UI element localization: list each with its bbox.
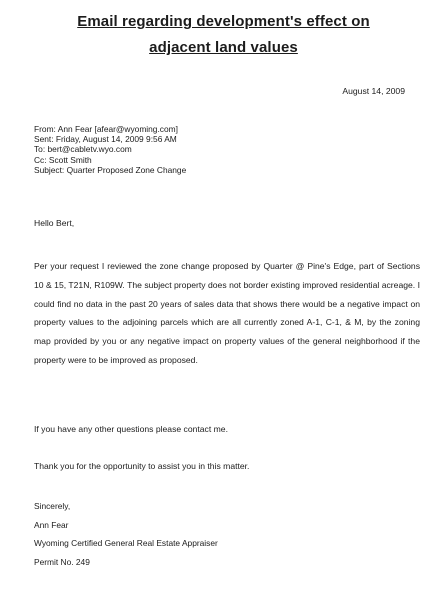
header-from: From: Ann Fear [afear@wyoming.com] — [34, 124, 178, 134]
greeting: Hello Bert, — [34, 218, 75, 228]
document-title-line-1: Email regarding development's effect on — [77, 13, 370, 30]
signature-name: Ann Fear — [34, 519, 69, 530]
questions-line: If you have any other questions please contact me. — [34, 424, 228, 434]
main-paragraph: Per your request I reviewed the zone change proposed by Quarter @ Pine's Edge, part of Sections 10 & 15, T21N, R109W. The subject property does not border existing improved residential acreage. I could find no data in the past 20 years of sales data that shows there would be a negative impact on property values to the adjoining parcels which are all currently zoned A-1, C-1, & M, by the zoning map provided by you or any negative impact on property values of the general neighborhood if the property were to be improved as proposed. — [34, 261, 420, 365]
signature-closing: Sincerely, — [34, 501, 71, 511]
signature-permit: Permit No. 249 — [34, 556, 90, 567]
email-header — [34, 124, 186, 175]
header-sent: Sent: Friday, August 14, 2009 9:56 AM — [34, 134, 177, 145]
signature-block — [34, 497, 218, 571]
signature-title: Wyoming Certified General Real Estate Appraiser — [34, 538, 218, 548]
document-title-line-2: adjacent land values — [149, 39, 298, 56]
letter-date: August 14, 2009 — [342, 86, 405, 96]
header-to: To: bert@cabletv.wyo.com — [34, 144, 132, 155]
header-cc: Cc: Scott Smith — [34, 154, 92, 165]
header-subject: Subject: Quarter Proposed Zone Change — [34, 164, 187, 175]
thanks-line: Thank you for the opportunity to assist you in this matter. — [34, 461, 250, 471]
